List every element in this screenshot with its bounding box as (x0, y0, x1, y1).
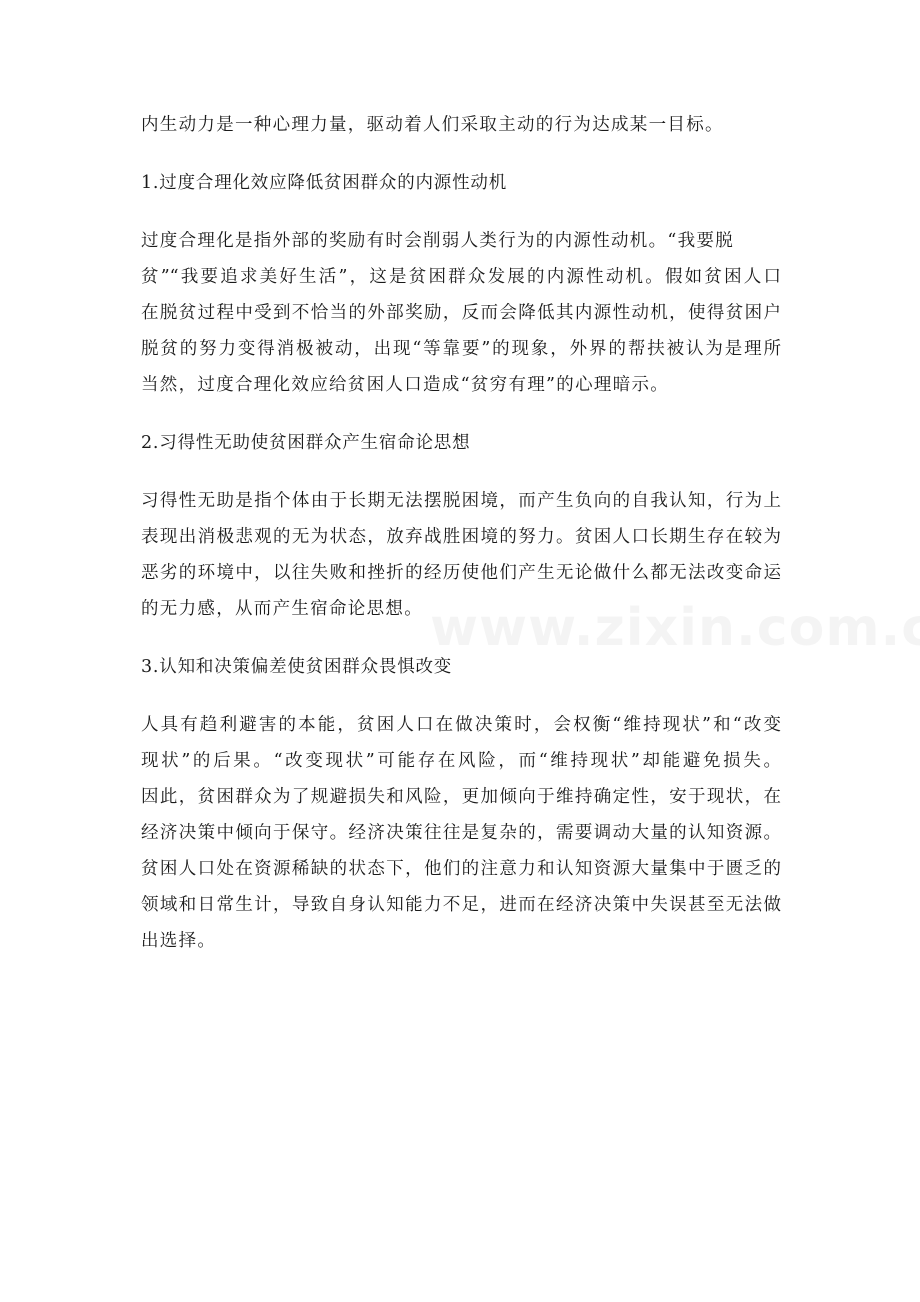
paragraph-line: 因此，贫困群众为了规避损失和风险，更加倾向于维持确定性，安于现状，在 (141, 787, 781, 807)
section-3-paragraph (141, 707, 781, 959)
paragraph-line: 贫困人口处在资源稀缺的状态下，他们的注意力和认知资源大量集中于匮乏的 (141, 859, 781, 879)
paragraph-line: 在脱贫过程中受到不恰当的外部奖励，反而会降低其内源性动机，使得贫困户 (141, 303, 781, 323)
section-2-heading: 2.习得性无助使贫困群众产生宿命论思想 (141, 433, 471, 453)
paragraph-line: 领域和日常生计，导致自身认知能力不足，进而在经济决策中失误甚至无法做 (141, 895, 781, 915)
document-body (141, 107, 781, 959)
paragraph-line: 现状”的后果。“改变现状”可能存在风险，而“维持现状”却能避免损失。 (141, 751, 781, 771)
section-3-heading: 3.认知和决策偏差使贫困群众畏惧改变 (141, 657, 453, 677)
paragraph-line: 表现出消极悲观的无为状态，放弃战胜困境的努力。贫困人口长期生存在较为 (141, 527, 781, 547)
paragraph-line: 恶劣的环境中，以往失败和挫折的经历使他们产生无论做什么都无法改变命运 (141, 563, 781, 583)
section-2-paragraph (141, 483, 781, 627)
intro-paragraph: 内生动力是一种心理力量，驱动着人们采取主动的行为达成某一目标。 (141, 115, 724, 135)
section-1-heading: 1.过度合理化效应降低贫困群众的内源性动机 (141, 173, 507, 193)
paragraph-line: 过度合理化是指外部的奖励有时会削弱人类行为的内源性动机。“我要脱 (141, 231, 735, 251)
paragraph-line: 习得性无助是指个体由于长期无法摆脱困境，而产生负向的自我认知，行为上 (141, 491, 781, 511)
paragraph-line: 贫”“我要追求美好生活”，这是贫困群众发展的内源性动机。假如贫困人口 (141, 267, 781, 287)
paragraph-line: 的无力感，从而产生宿命论思想。 (141, 599, 423, 619)
paragraph-line: 当然，过度合理化效应给贫困人口造成“贫穷有理”的心理暗示。 (141, 375, 670, 395)
paragraph-line: 脱贫的努力变得消极被动，出现“等靠要”的现象，外界的帮扶被认为是理所 (141, 339, 781, 359)
paragraph-line: 出选择。 (141, 931, 217, 951)
paragraph-line: 经济决策中倾向于保守。经济决策往往是复杂的，需要调动大量的认知资源。 (141, 823, 781, 843)
paragraph-line: 人具有趋利避害的本能，贫困人口在做决策时，会权衡“维持现状”和“改变 (141, 715, 781, 735)
section-1-paragraph (141, 223, 781, 403)
